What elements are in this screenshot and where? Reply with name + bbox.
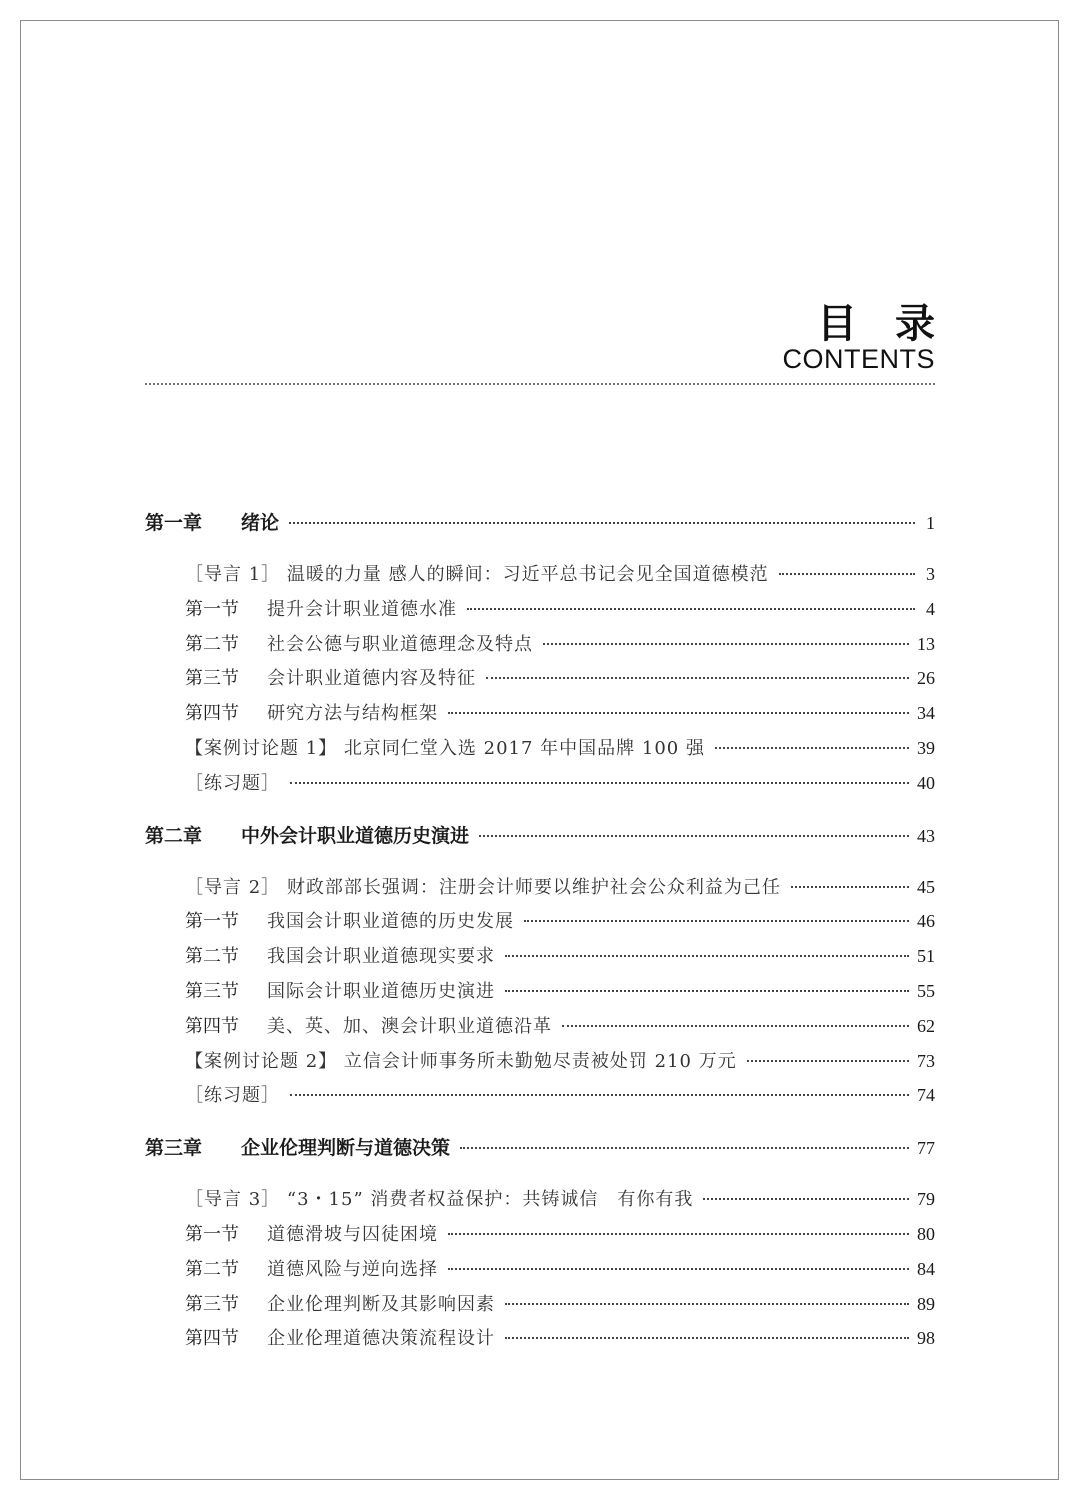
section-title: ［导言 2］ 财政部部长强调：注册会计师要以维护社会公众利益为己任 [185,876,781,898]
page-number: 34 [917,703,935,724]
dot-leader [505,1303,909,1305]
toc-entry-label [185,1324,495,1350]
section-title: 美、英、加、澳会计职业道德沿革 [267,1015,552,1037]
toc-chapter-row[interactable] [145,821,935,857]
section-number: 第三节 [185,980,239,1002]
toc-entry-label [185,630,533,656]
page-number: 74 [917,1085,935,1106]
page-number: 26 [917,668,935,689]
section-title: 研究方法与结构框架 [267,703,438,725]
section-title: ［导言 3］ “3・15” 消费者权益保护：共铸诚信 有你有我 [185,1189,694,1211]
chapter-number: 第二章 [145,824,203,847]
toc-section-row[interactable] [145,595,935,630]
toc-section-row[interactable] [145,1047,935,1082]
page-number: 46 [917,911,935,932]
toc-entry-label [185,595,457,621]
section-number: 第一节 [185,1223,239,1245]
page-number: 4 [926,598,935,619]
page-number: 84 [917,1258,935,1279]
section-title: 社会公德与职业道德理念及特点 [267,633,533,655]
toc-entry-label [185,873,781,899]
dot-leader [467,608,915,610]
section-title: 道德滑坡与囚徒困境 [267,1223,438,1245]
page-subtitle: CONTENTS [782,344,935,374]
toc-entry-label [185,1185,693,1211]
toc-section-row[interactable] [145,873,935,908]
toc-entry-label [145,508,279,535]
toc-entry-label [185,1220,438,1246]
dot-leader [505,1337,909,1339]
page-number: 62 [917,1015,935,1036]
dot-leader [479,835,909,837]
page-number: 45 [917,876,935,897]
section-title: ［练习题］ [185,772,280,794]
dot-leader [290,1094,909,1096]
section-number: 第二节 [185,1258,239,1280]
section-title: 我国会计职业道德的历史发展 [267,911,514,933]
dot-leader [486,677,909,679]
chapter-title: 中外会计职业道德历史演进 [241,824,470,847]
chapter-number: 第一章 [145,512,203,534]
dot-leader [747,1060,909,1062]
section-title: ［导言 1］ 温暖的力量 感人的瞬间：习近平总书记会见全国道德模范 [185,564,769,585]
section-number: 第四节 [185,703,239,725]
dot-leader [448,1268,909,1270]
toc-section-row[interactable] [145,1220,935,1255]
toc-section-row[interactable] [145,1255,935,1290]
section-number: 第四节 [185,1015,239,1037]
toc-section-row[interactable] [145,1290,935,1325]
dot-leader [524,920,909,922]
toc-section-row[interactable] [145,769,935,804]
toc-section-row[interactable] [145,664,935,699]
toc-entry-label [185,1255,438,1281]
dot-leader [543,643,909,645]
table-of-contents [145,508,935,1359]
toc-entry-label [185,560,769,586]
page-number: 39 [917,737,935,758]
section-title: 【案例讨论题 1】 北京同仁堂入选 2017 年中国品牌 100 强 [185,737,705,759]
page-number: 80 [917,1223,935,1244]
dot-leader [715,747,909,749]
page-number: 13 [917,633,935,654]
page-number: 55 [917,980,935,1001]
section-title: 企业伦理判断及其影响因素 [267,1293,495,1315]
toc-entry-label [185,907,514,933]
dot-leader [289,522,915,524]
toc-entry-label [145,1133,450,1160]
toc-section-row[interactable] [145,1012,935,1047]
section-number: 第二节 [185,633,239,655]
dot-leader [791,886,909,888]
page-number: 79 [917,1189,935,1210]
section-title: 道德风险与逆向选择 [267,1258,438,1280]
page-number: 98 [917,1328,935,1349]
toc-section-row[interactable] [145,942,935,977]
toc-chapter-row[interactable] [145,1133,935,1169]
dot-leader [460,1147,909,1149]
section-number: 第一节 [185,911,239,933]
toc-entry-label [185,977,495,1003]
page-number: 89 [917,1293,935,1314]
page-number: 3 [926,564,935,584]
toc-entry-label [185,1290,495,1316]
page-number: 1 [926,513,935,533]
dot-leader [505,990,909,992]
toc-section-row[interactable] [145,907,935,942]
toc-entry-label [185,1047,737,1073]
toc-section-row[interactable] [145,1185,935,1220]
toc-entry-label [185,769,280,795]
toc-entry-label [185,1081,280,1107]
toc-entry-label [145,821,469,848]
page-number: 40 [917,772,935,793]
section-title: 【案例讨论题 2】 立信会计师事务所未勤勉尽责被处罚 210 万元 [185,1050,737,1072]
toc-entry-label [185,942,495,968]
section-number: 第一节 [185,598,239,620]
section-title: 会计职业道德内容及特征 [267,668,476,690]
toc-section-row[interactable] [145,977,935,1012]
chapter-title: 企业伦理判断与道德决策 [241,1137,451,1160]
page-number: 51 [917,946,935,967]
toc-chapter-row[interactable] [145,508,935,544]
section-title: 企业伦理道德决策流程设计 [267,1328,495,1350]
section-number: 第二节 [185,946,239,968]
toc-section-row[interactable] [145,1324,935,1359]
section-title: 提升会计职业道德水准 [267,598,457,620]
toc-section-row[interactable] [145,560,935,595]
page-title: 目录 [817,301,973,347]
toc-section-row[interactable] [145,699,935,734]
page-number: 77 [917,1138,935,1159]
toc-section-row[interactable] [145,734,935,769]
toc-entry-label [185,664,476,690]
toc-section-row[interactable] [145,1081,935,1116]
section-number: 第三节 [185,668,239,690]
dot-leader [290,782,909,784]
page-number: 73 [917,1050,935,1071]
page-number: 43 [917,825,935,846]
section-number: 第四节 [185,1328,239,1350]
dot-leader [448,712,909,714]
chapter-number: 第三章 [145,1137,203,1160]
section-title: 我国会计职业道德现实要求 [267,946,495,968]
toc-entry-label [185,734,705,760]
toc-section-row[interactable] [145,630,935,665]
dot-leader [779,573,915,575]
section-number: 第三节 [185,1293,239,1315]
dot-leader [505,955,909,957]
toc-entry-label [185,1012,552,1038]
chapter-title: 绪论 [241,512,280,534]
dot-leader [448,1233,909,1235]
toc-entry-label [185,699,438,725]
section-title: ［练习题］ [185,1085,280,1107]
dot-leader [703,1198,909,1200]
section-title: 国际会计职业道德历史演进 [267,980,495,1002]
dot-leader [562,1025,909,1027]
title-divider [145,383,935,385]
